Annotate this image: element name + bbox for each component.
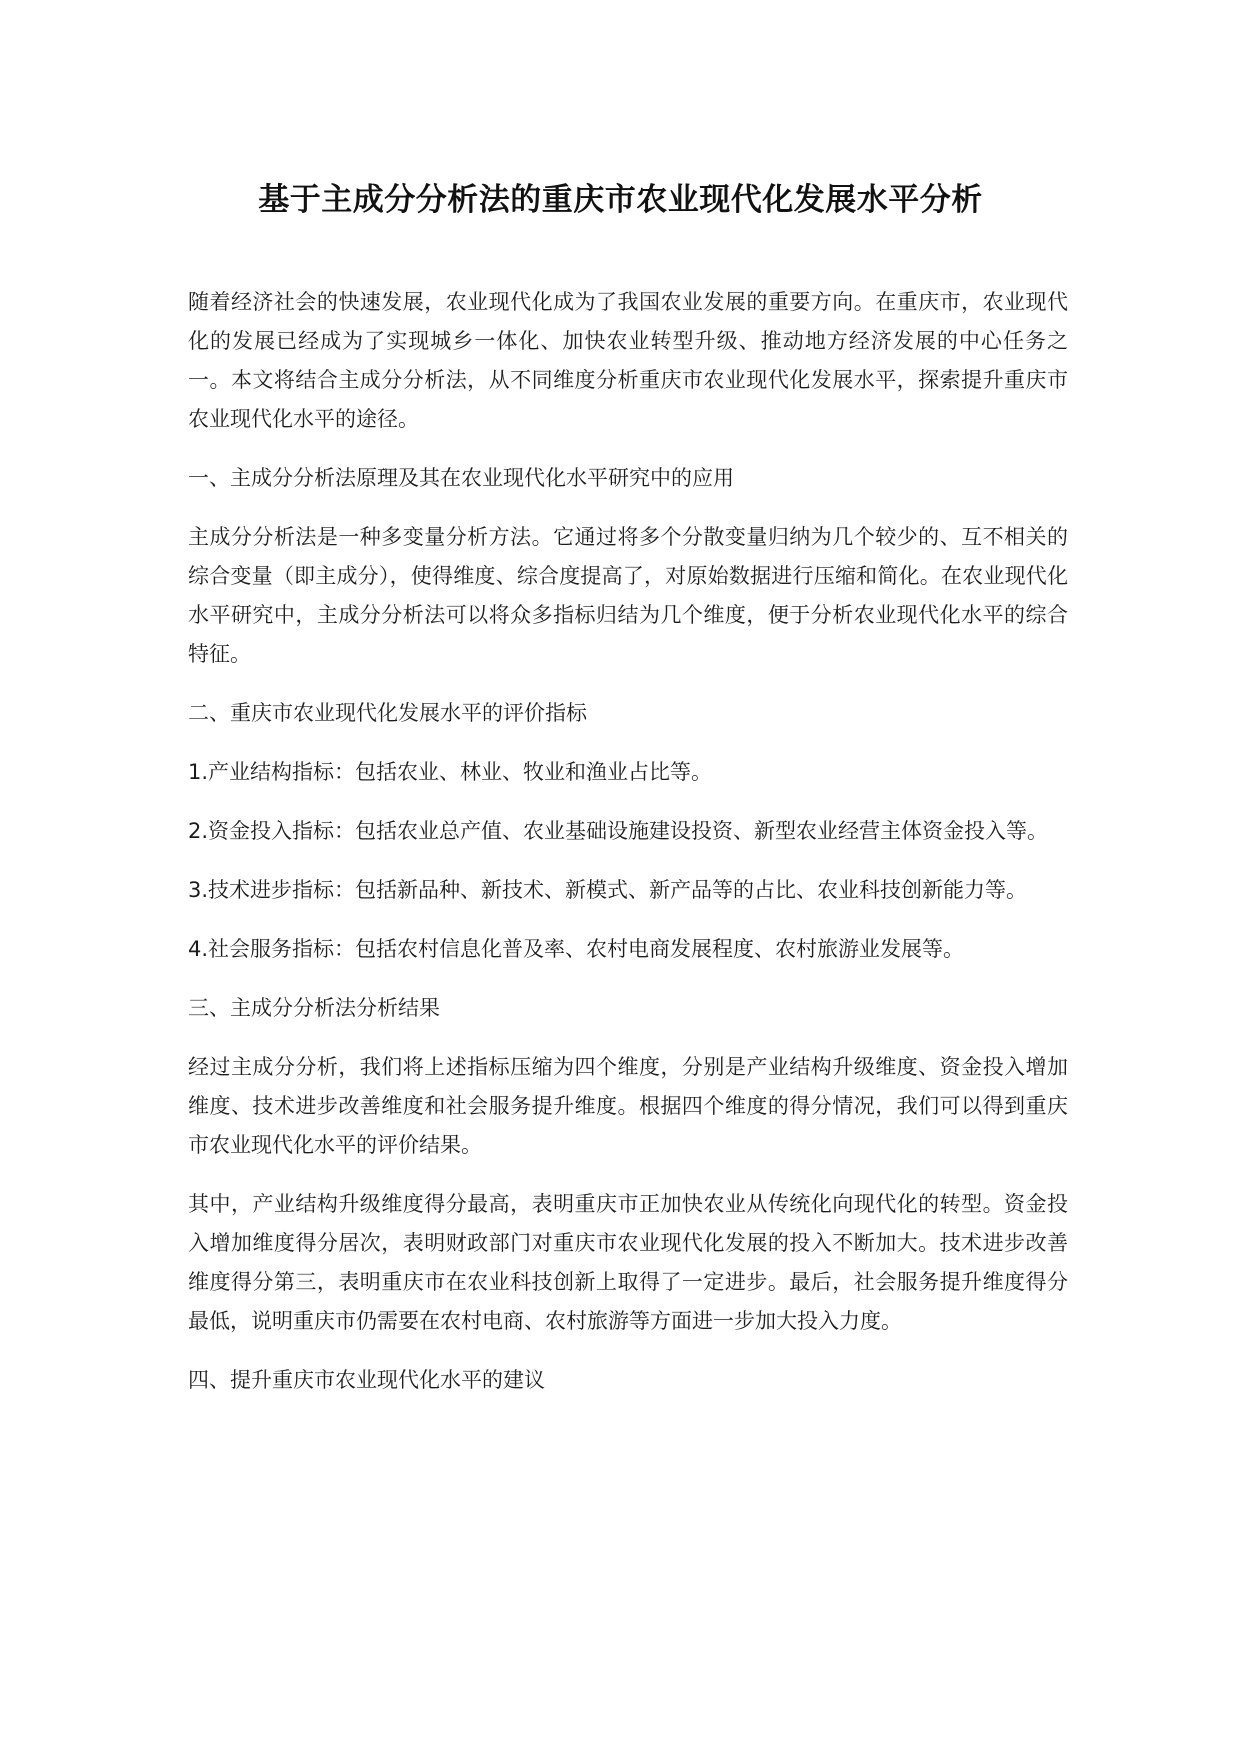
body-paragraph: 其中，产业结构升级维度得分最高，表明重庆市正加快农业从传统化向现代化的转型。资金投入增加维度得分居次，表明财政部门对重庆市农业现代化发展的投入不断加大。技术进步改善维度得分第三，表明重庆市在农业科技创新上取得了一定进步。最后，社会服务提升维度得分最低，说明重庆市仍需要在农村电商、农村旅游等方面进一步加大投入力度。: [188, 1192, 1068, 1333]
list-item-indicator-4: 4.社会服务指标：包括农村信息化普及率、农村电商发展程度、农村旅游业发展等。: [188, 937, 965, 961]
section-heading-4: 四、提升重庆市农业现代化水平的建议: [188, 1368, 545, 1392]
list-item-indicator-1: 1.产业结构指标：包括农业、林业、牧业和渔业占比等。: [188, 760, 713, 784]
body-paragraph: 经过主成分分析，我们将上述指标压缩为四个维度，分别是产业结构升级维度、资金投入增加维度、技术进步改善维度和社会服务提升维度。根据四个维度的得分情况，我们可以得到重庆市农业现代化水平的评价结果。: [188, 1055, 1068, 1157]
body-paragraph: 主成分分析法是一种多变量分析方法。它通过将多个分散变量归纳为几个较少的、互不相关的综合变量（即主成分），使得维度、综合度提高了，对原始数据进行压缩和简化。在农业现代化水平研究中，主成分分析法可以将众多指标归结为几个维度，便于分析农业现代化水平的综合特征。: [188, 525, 1068, 666]
list-item-indicator-2: 2.资金投入指标：包括农业总产值、农业基础设施建设投资、新型农业经营主体资金投入等。: [188, 819, 1049, 843]
section-heading-2: 二、重庆市农业现代化发展水平的评价指标: [188, 701, 587, 725]
section-heading-3: 三、主成分分析法分析结果: [188, 996, 440, 1020]
intro-paragraph: 随着经济社会的快速发展，农业现代化成为了我国农业发展的重要方向。在重庆市，农业现代化的发展已经成为了实现城乡一体化、加快农业转型升级、推动地方经济发展的中心任务之一。本文将结合主成分分析法，从不同维度分析重庆市农业现代化发展水平，探索提升重庆市农业现代化水平的途径。: [188, 290, 1068, 431]
document-title: 基于主成分分析法的重庆市农业现代化发展水平分析: [258, 182, 983, 218]
list-item-indicator-3: 3.技术进步指标：包括新品种、新技术、新模式、新产品等的占比、农业科技创新能力等。: [188, 878, 1028, 902]
section-heading-1: 一、主成分分析法原理及其在农业现代化水平研究中的应用: [188, 466, 734, 490]
document-body: [188, 283, 1068, 1420]
